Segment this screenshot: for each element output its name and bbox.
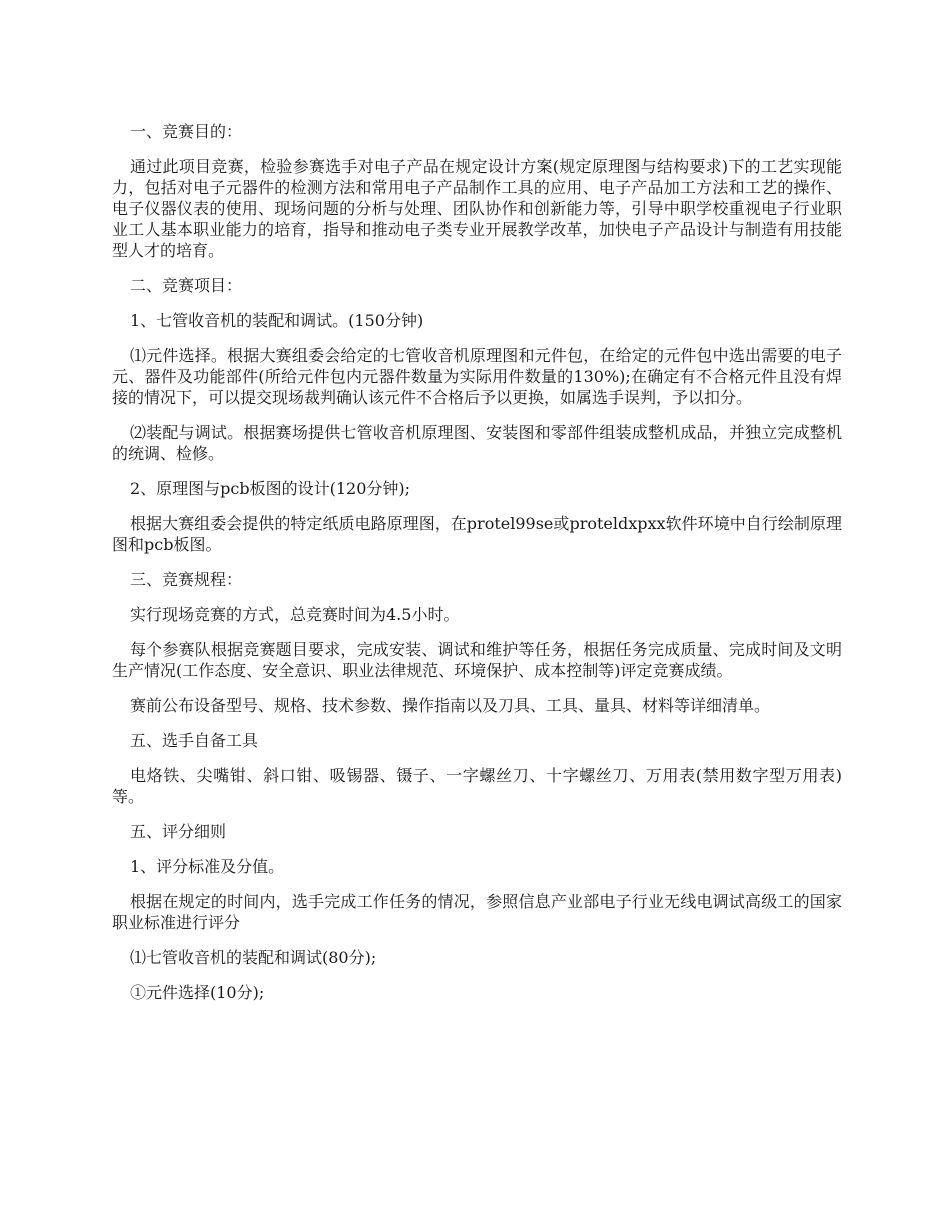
body-paragraph: 电烙铁、尖嘴钳、斜口钳、吸锡器、镊子、一字螺丝刀、十字螺丝刀、万用表(禁用数字型万用表)等。 — [112, 766, 842, 806]
section-heading: 二、竞赛项目： — [130, 276, 243, 295]
body-paragraph: 通过此项目竞赛，检验参赛选手对电子产品在规定设计方案(规定原理图与结构要求)下的工艺实现能力，包括对电子元器件的检测方法和常用电子产品制作工具的应用、电子产品加工方法和工艺的操作、电子仪器仪表的使用、现场问题的分析与处理、团队协作和创新能力等，引导中职学校重视电子行业职业工人基本职业能力的培育，指导和推动电子类专业开展教学改革，加快电子产品设计与制造有用技能型人才的培育。 — [112, 157, 842, 260]
body-paragraph: 实行现场竞赛的方式，总竞赛时间为4.5小时。 — [130, 605, 460, 624]
body-paragraph: 根据大赛组委会提供的特定纸质电路原理图，在protel99se或proteldxpxx软件环境中自行绘制原理图和pcb板图。 — [112, 514, 842, 554]
section-heading: 一、竞赛目的： — [130, 122, 243, 141]
body-paragraph: ⑴元件选择。根据大赛组委会给定的七管收音机原理图和元件包，在给定的元件包中选出需要的电子元、器件及功能部件(所给元件包内元器件数量为实际用件数量的130%);在确定有不合格元件且没有焊接的情况下，可以提交现场裁判确认该元件不合格后予以更换，如属选手误判，予以扣分。 — [112, 346, 842, 407]
subsection-heading: 1、评分标准及分值。 — [130, 857, 285, 876]
body-paragraph: 每个参赛队根据竞赛题目要求，完成安装、调试和维护等任务，根据任务完成质量、完成时间及文明生产情况(工作态度、安全意识、职业法律规范、环境保护、成本控制等)评定竞赛成绩。 — [112, 640, 842, 680]
list-item: ①元件选择(10分); — [130, 983, 265, 1002]
section-heading: 三、竞赛规程： — [130, 570, 243, 589]
section-heading: 五、选手自备工具 — [130, 731, 259, 750]
section-heading: 五、评分细则 — [130, 822, 227, 841]
subsection-heading: 2、原理图与pcb板图的设计(120分钟); — [130, 479, 411, 498]
document-body — [112, 121, 842, 1017]
body-paragraph: 赛前公布设备型号、规格、技术参数、操作指南以及刀具、工具、量具、材料等详细清单。 — [130, 696, 771, 715]
body-paragraph: ⑵装配与调试。根据赛场提供七管收音机原理图、安装图和零部件组装成整机成品，并独立完成整机的统调、检修。 — [112, 423, 842, 463]
body-paragraph: 根据在规定的时间内，选手完成工作任务的情况，参照信息产业部电子行业无线电调试高级工的国家职业标准进行评分 — [112, 892, 842, 932]
subsection-heading: 1、七管收音机的装配和调试。(150分钟) — [130, 311, 424, 330]
list-item: ⑴七管收音机的装配和调试(80分); — [130, 948, 377, 967]
